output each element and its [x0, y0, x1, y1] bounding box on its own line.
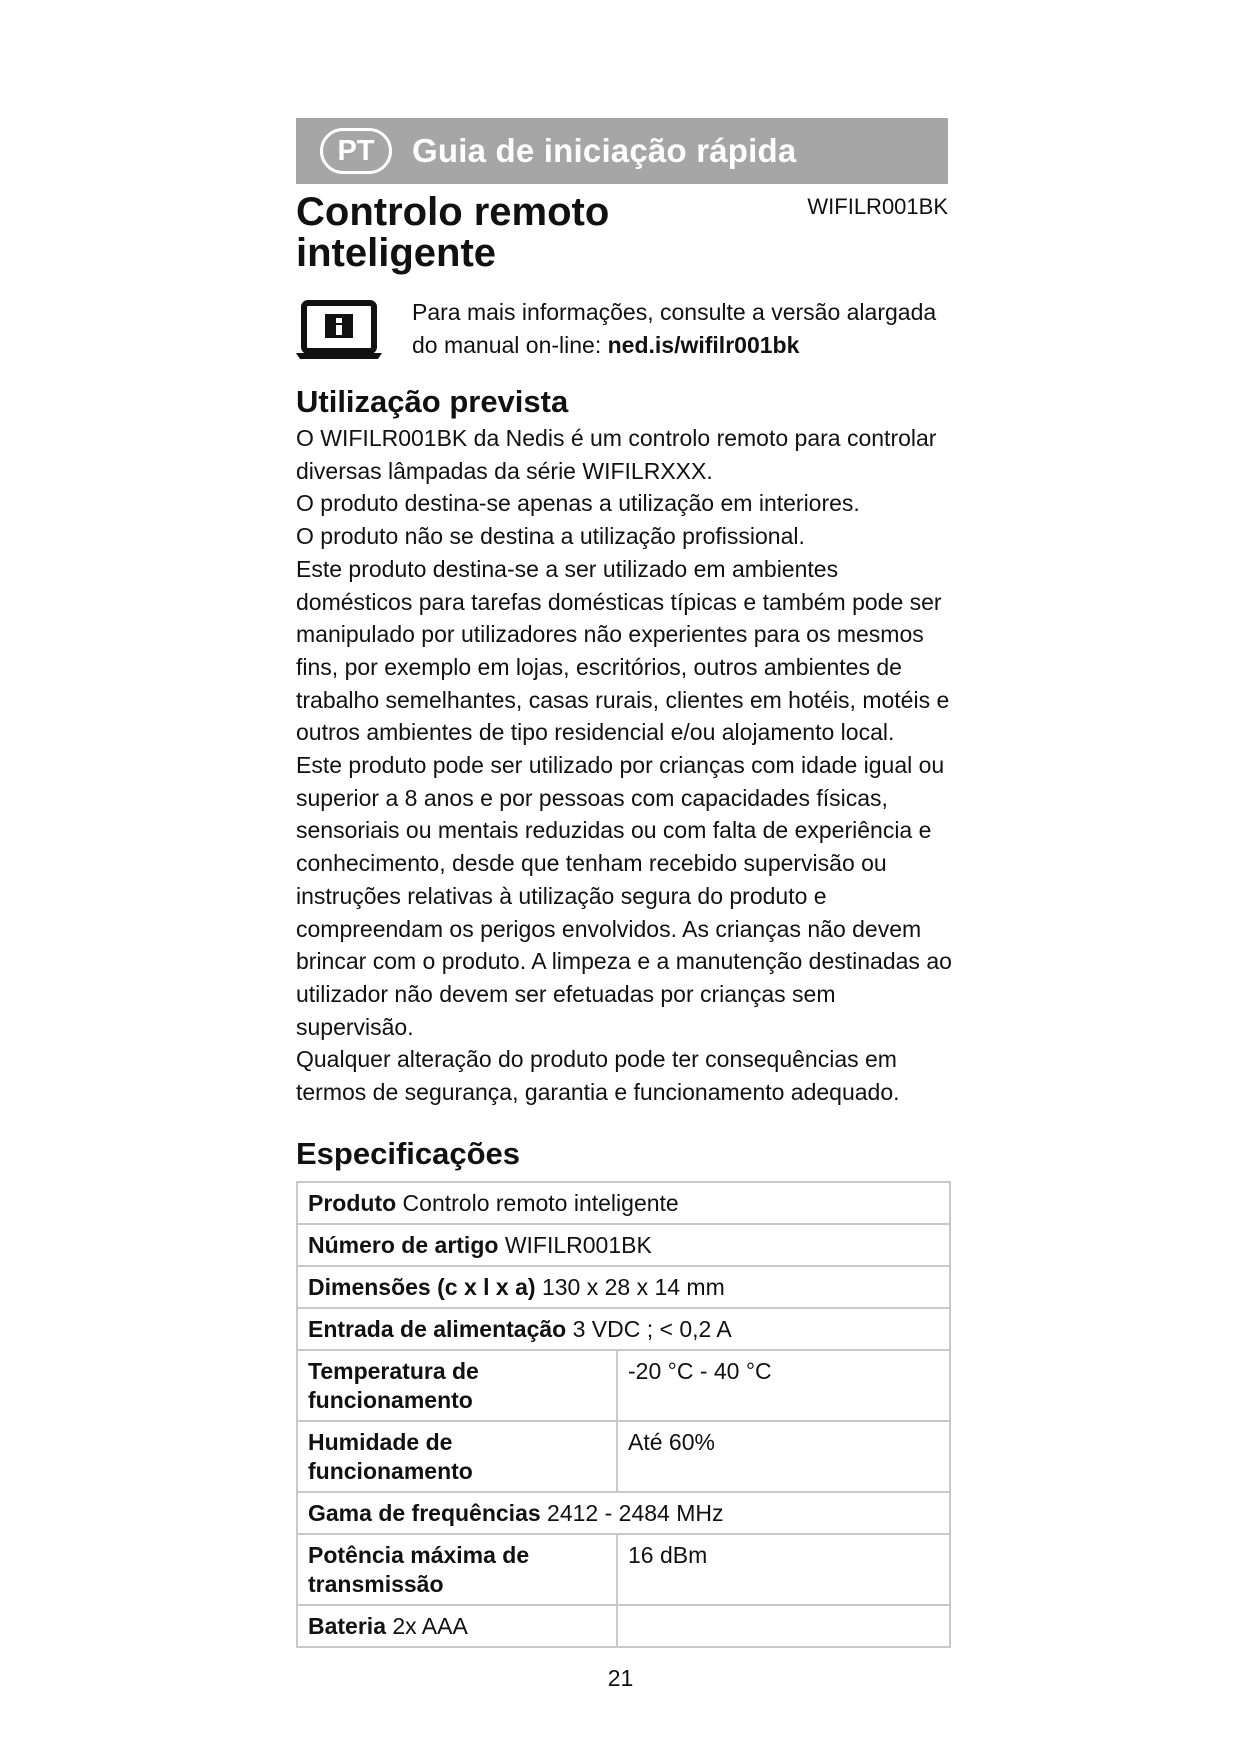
specifications-table [296, 1181, 951, 1648]
info-text-line1: Para mais informações, consulte a versão alargada [412, 299, 937, 325]
table-row [297, 1350, 950, 1421]
online-manual-info [296, 296, 956, 366]
spec-label: Temperatura de funcionamento [297, 1350, 617, 1421]
spec-value: WIFILR001BK [504, 1232, 652, 1258]
spec-value: 3 VDC ; < 0,2 A [572, 1316, 732, 1342]
spec-label: Gama de frequências [308, 1500, 541, 1526]
spec-label: Produto [308, 1190, 397, 1216]
spec-cell [297, 1182, 950, 1224]
info-text [412, 296, 952, 362]
spec-value: Até 60% [617, 1421, 950, 1492]
specifications-heading: Especificações [296, 1136, 521, 1171]
table-row [297, 1266, 950, 1308]
table-row [297, 1182, 950, 1224]
header-bar [296, 118, 948, 184]
table-row [297, 1224, 950, 1266]
spec-value: Controlo remoto inteligente [402, 1190, 679, 1216]
table-row [297, 1308, 950, 1350]
intended-use-paragraph: Este produto destina-se a ser utilizado em ambientes domésticos para tarefas domésticas típicas e também pode ser manipulado por utilizadores não experientes para os mesmos fins, por exemplo em lojas, escritórios, outros ambientes de trabalho semelhantes, casas rurais, clientes em hotéis, motéis e outros ambientes de tipo residencial e/ou alojamento local. [296, 555, 950, 746]
spec-label: Entrada de alimentação [308, 1316, 567, 1342]
spec-empty-cell [617, 1605, 950, 1647]
spec-label: Potência máxima de transmissão [297, 1534, 617, 1605]
intended-use-body [296, 422, 956, 1109]
header-title: Guia de iniciação rápida [412, 132, 797, 169]
info-text-line2: do manual on-line: [412, 332, 602, 358]
spec-cell [297, 1605, 617, 1647]
page-number: 21 [607, 1665, 634, 1691]
intended-use-paragraph: Qualquer alteração do produto pode ter consequências em termos de segurança, garantia e funcionamento adequado. [296, 1046, 900, 1106]
spec-cell [297, 1224, 950, 1266]
intended-use-paragraph: O produto destina-se apenas a utilização em interiores. [296, 490, 860, 517]
spec-cell [297, 1308, 950, 1350]
table-row [297, 1534, 950, 1605]
spec-value: 2412 - 2484 MHz [547, 1500, 724, 1526]
manual-link[interactable]: ned.is/wifilr001bk [607, 332, 800, 358]
table-row [297, 1492, 950, 1534]
intended-use-paragraph: Este produto pode ser utilizado por crianças com idade igual ou superior a 8 anos e por pessoas com capacidades físicas, sensoriais ou mentais reduzidas ou com falta de experiência e conhecimento, desde que tenham recebido supervisão ou instruções relativas à utilização segura do produto e compreendam os perigos envolvidos. As crianças não devem brincar com o produto. A limpeza e a manutenção destinadas ao utilizador não devem ser efetuadas por crianças sem supervisão. [296, 752, 952, 1040]
spec-value: 130 x 28 x 14 mm [541, 1274, 725, 1300]
spec-label: Humidade de funcionamento [297, 1421, 617, 1492]
spec-label: Bateria [308, 1613, 386, 1639]
spec-value: 2x AAA [392, 1613, 468, 1639]
intended-use-paragraph: O produto não se destina a utilização profissional. [296, 523, 805, 550]
language-badge: PT [320, 128, 392, 174]
intended-use-heading: Utilização prevista [296, 384, 569, 419]
table-row [297, 1605, 950, 1647]
spec-label: Número de artigo [308, 1232, 499, 1258]
spec-value: -20 °C - 40 °C [617, 1350, 950, 1421]
laptop-info-icon [296, 300, 382, 362]
spec-label: Dimensões (c x l x a) [308, 1274, 536, 1300]
table-row [297, 1421, 950, 1492]
model-code: WIFILR001BK [807, 194, 948, 219]
spec-value: 16 dBm [617, 1534, 950, 1605]
product-title-line1: Controlo remoto [296, 190, 610, 234]
product-title [296, 192, 716, 274]
product-title-line2: inteligente [296, 231, 497, 275]
spec-cell [297, 1492, 950, 1534]
intended-use-paragraph: O WIFILR001BK da Nedis é um controlo remoto para controlar diversas lâmpadas da série WIFILRXXX. [296, 425, 937, 484]
spec-cell [297, 1266, 950, 1308]
